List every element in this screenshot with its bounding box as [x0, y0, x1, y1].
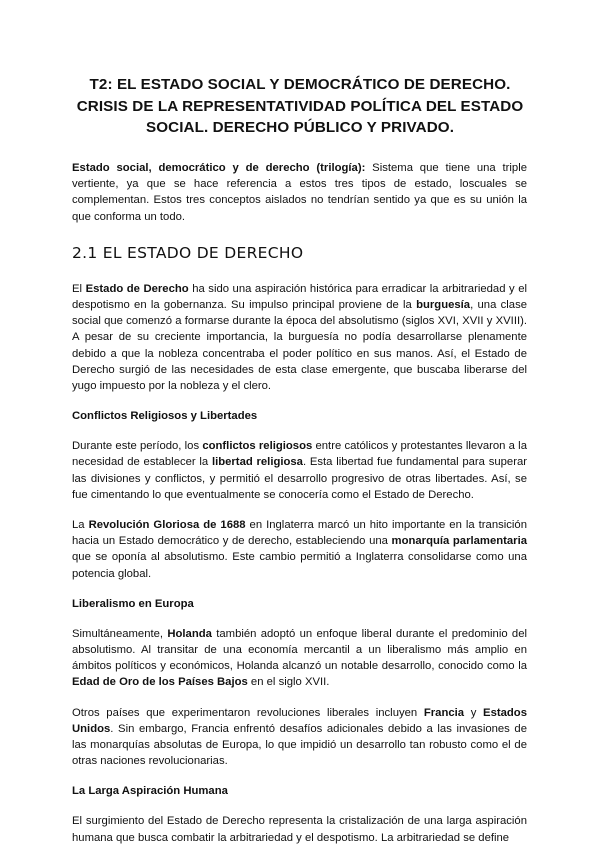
- title-line-1: T2: EL ESTADO SOCIAL Y DEMOCRÁTICO DE DERECHO.: [89, 76, 511, 93]
- bold-term: Revolución Gloriosa de 1688: [88, 519, 246, 532]
- text-run: La: [72, 519, 89, 532]
- text-run: que se oponía al absolutismo. Este cambio permitió a Inglaterra consolidarse como una potencia global.: [72, 551, 527, 580]
- paragraph-holanda: [72, 626, 527, 691]
- bold-term: monarquía parlamentaria: [391, 535, 527, 548]
- text-run: Durante este período, los: [72, 440, 203, 453]
- bold-term: burguesía: [416, 299, 471, 312]
- bold-term: Edad de Oro de los Países Bajos: [72, 676, 248, 689]
- document-title: [60, 74, 540, 139]
- paragraph-conflictos: [72, 438, 527, 503]
- subheading-aspiracion: La Larga Aspiración Humana: [72, 785, 228, 798]
- bold-term: conflictos religiosos: [202, 440, 313, 453]
- text-run: , una clase social que comenzó a formarse durante la época del absolutismo (siglos XVI, XVII y XVIII). A pesar de su creciente importancia, la burguesía no podía desarrollarse plenamente debido a que la nobleza concentraba el poder político en sus manos. Así, el Estado de Derecho surgió de las necesidades de esta clase emergente, que buscaba liberarse del yugo impuesto por la nobleza y el clero.: [72, 299, 527, 393]
- text-run: en el siglo XVII.: [247, 676, 330, 689]
- title-line-3: SOCIAL. DERECHO PÚBLICO Y PRIVADO.: [145, 119, 455, 136]
- text-run: entre católicos y protestantes llevaron a la necesidad de establecer la: [72, 440, 527, 469]
- paragraph-aspiracion: El surgimiento del Estado de Derecho representa la cristalización de una larga aspiración humana que busca combatir la arbitrariedad y el despotismo. La arbitrariedad se define: [72, 815, 527, 844]
- intro-text: Sistema que tiene una triple vertiente, ya que se hace referencia a estos tres tipos de estado, loscuales se complementan. Estos tres conceptos aislados no tendrían sentido ya que es su unión la que conforma un todo.: [72, 162, 527, 223]
- bold-term: Estados Unidos: [72, 706, 527, 735]
- text-run: y: [464, 706, 484, 719]
- text-run: . Esta libertad fue fundamental para superar las divisiones y conflictos, y permitió el desarrollo progresivo de otras libertades. Así, se fue cimentando lo que eventualmente se conocería como el Estado de Derecho.: [72, 456, 528, 501]
- bold-term: Estado de Derecho: [85, 282, 189, 295]
- paragraph-otros-paises: [72, 705, 527, 770]
- text-run: en Inglaterra marcó un hito importante en la transición hacia un Estado democrático y de derecho, estableciendo una: [72, 519, 527, 548]
- paragraph-estado-de-derecho: [72, 281, 527, 394]
- document-body: [72, 160, 527, 860]
- bold-term: Holanda: [167, 627, 212, 640]
- section-heading: 2.1 EL ESTADO DE DERECHO: [72, 243, 304, 262]
- intro-paragraph: [72, 160, 527, 225]
- text-run: también adoptó un enfoque liberal durante el predominio del absolutismo. Al transitar de una economía mercantil a un liberalismo más amplio en ámbitos políticos y económicos, Holanda alcanzó un notable desarrollo, conocido como la: [72, 627, 527, 673]
- bold-term: Francia: [423, 706, 465, 719]
- title-line-2: CRISIS DE LA REPRESENTATIVIDAD POLÍTICA DEL ESTADO: [76, 97, 524, 115]
- text-run: Simultáneamente,: [72, 627, 168, 640]
- paragraph-revolucion-gloriosa: [72, 517, 527, 582]
- text-run: El: [72, 282, 86, 295]
- text-run: Otros países que experimentaron revoluciones liberales incluyen: [72, 706, 424, 719]
- intro-term: Estado social, democrático y de derecho (trilogía):: [72, 162, 366, 174]
- subheading-liberalismo: Liberalismo en Europa: [72, 597, 194, 610]
- bold-term: libertad religiosa: [211, 456, 303, 469]
- subheading-conflictos: Conflictos Religiosos y Libertades: [72, 410, 258, 423]
- text-run: . Sin embargo, Francia enfrentó desafíos adicionales debido a las invasiones de las monarquías absolutas de Europa, lo que impidió un desarrollo tan robusto como el de otras naciones revolucionarias.: [72, 722, 527, 768]
- text-run: ha sido una aspiración histórica para erradicar la arbitrariedad y el despotismo en la gobernanza. Su impulso principal proviene de la: [72, 282, 527, 312]
